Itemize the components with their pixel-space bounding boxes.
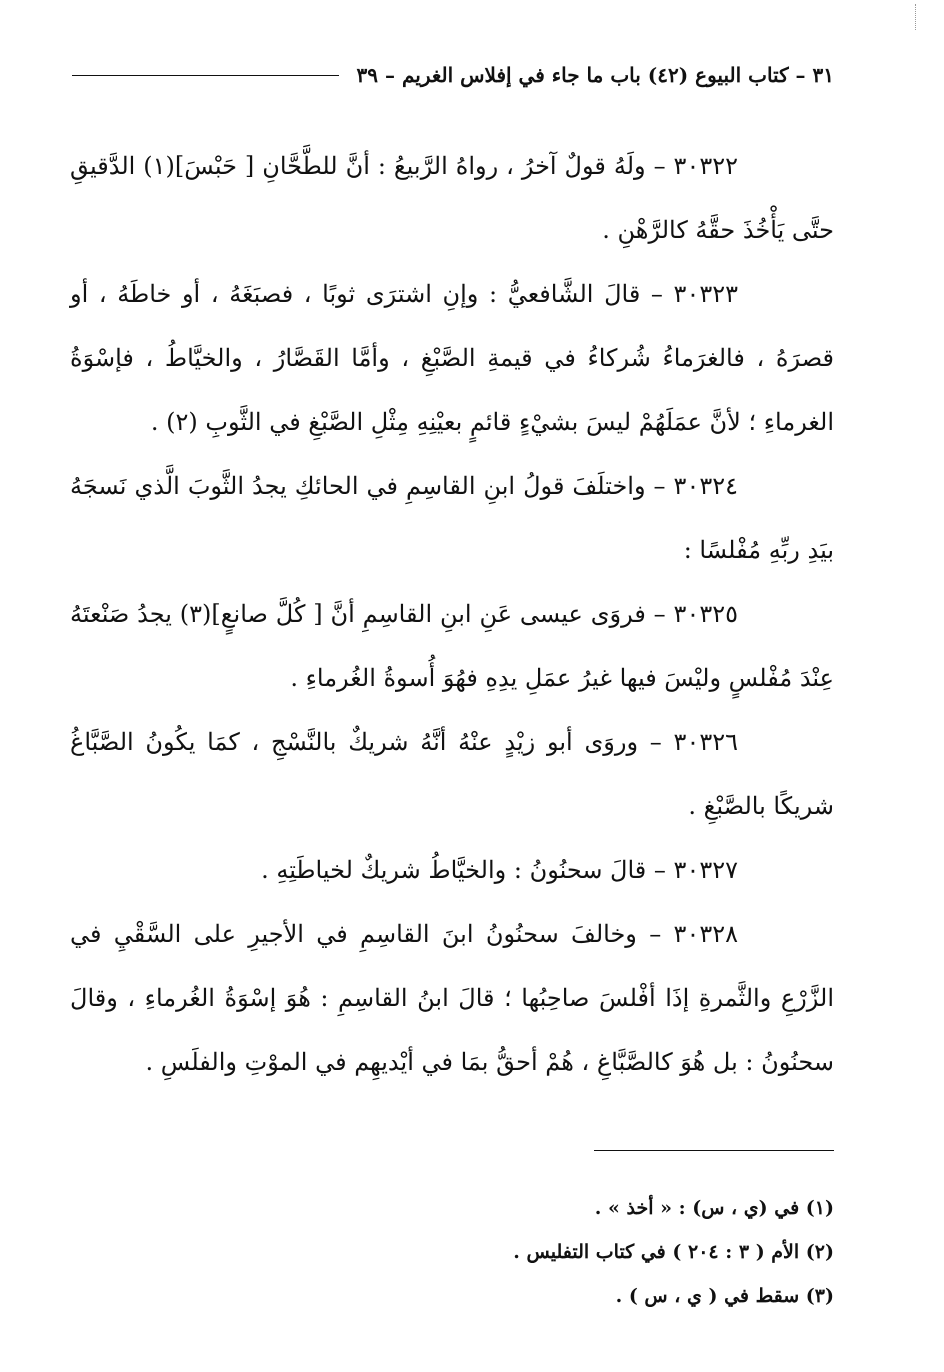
paragraph-30327: ٣٠٣٢٧ – قالَ سحنُونُ : والخيَّاطُ شريكٌ لخياطَتِهِ .	[261, 856, 738, 884]
footnote-1: (١) في (ي ، س) : « أخذ » .	[594, 1197, 834, 1219]
paragraph-30322: ٣٠٣٢٢ – ولَهُ قولٌ آخرُ ، رواهُ الرَّبيعُ : أنَّ للطَّحَّانِ [ حَبْسَ](١) الدَّقيقِ حتَّى يَأْخُذَ حقَّهُ كالرَّهْنِ .	[70, 152, 834, 244]
running-header	[72, 58, 834, 92]
footnote-rule	[594, 1150, 834, 1151]
paragraph-30328: ٣٠٣٢٨ – وخالفَ سحنُونُ ابنَ القاسِمِ في الأجيرِ على السَّقْيِ في الزَّرْعِ والثَّمرةِ إذَا أفْلسَ صاحِبُها ؛ قالَ ابنُ القاسِمِ : هُوَ إسْوَةُ الغُرماءِ ، وقالَ سحنُونُ : بل هُوَ كالصَّبَّاغِ ، هُمْ أحقُّ بمَا في أيْديهِم في الموْتِ والفلَسِ .	[70, 920, 834, 1076]
main-text	[70, 134, 834, 1094]
footnote-3: (٣) سقط في ( ي ، س ) .	[615, 1285, 834, 1307]
paragraph-30323: ٣٠٣٢٣ – قالَ الشَّافعيُّ : وإنِ اشترَى ثوبًا ، فصبَغَهُ ، أو خاطَهُ ، أو قصرَهُ ، فالغرَماءُ شُركاءُ في قيمةِ الصَّبْغِ ، وأمَّا القَصَّارُ ، والخيَّاطُ ، فإسْوَةُ الغرماءِ ؛ لأنَّ عمَلَهُمْ ليسَ بشيْءٍ قائمٍ بعيْنِهِ مِثْلِ الصَّبْغِ في الثَّوبِ (٢) .	[70, 280, 834, 436]
paragraph-30325: ٣٠٣٢٥ – فروَى عيسى عَنِ ابنِ القاسِمِ أنَّ [ كُلَّ صانعٍ](٣) يجدُ صَنْعتَهُ عِنْدَ مُفْلسٍ وليْسَ فيها غيرُ عمَلِ يدِهِ فهُوَ أُسوةُ الغُرماءِ .	[70, 600, 834, 692]
header-rule	[72, 75, 339, 76]
paragraph-30326: ٣٠٣٢٦ – وروَى أبو زيْدٍ عنْهُ أنَّهُ شريكٌ بالنَّسْجِ ، كمَا يكُونُ الصَّبَّاغُ شريكًا بالصَّبْغِ .	[70, 728, 834, 820]
footnote-2: (٢) الأم ( ٣ : ٢٠٤ ) في كتاب التفليس .	[513, 1241, 834, 1263]
footnotes	[70, 1186, 834, 1318]
paragraph-30324: ٣٠٣٢٤ – واختلَفَ قولُ ابنِ القاسِمِ في الحائكِ يجدُ الثَّوبَ الَّذي نَسجَهُ بيَدِ ربِّهِ مُفْلسًا :	[70, 472, 834, 564]
scan-mark	[913, 4, 916, 30]
header-text: ٣١ – كتاب البيوع (٤٢) باب ما جاء في إفلاس الغريم – ٣٩	[356, 63, 834, 87]
